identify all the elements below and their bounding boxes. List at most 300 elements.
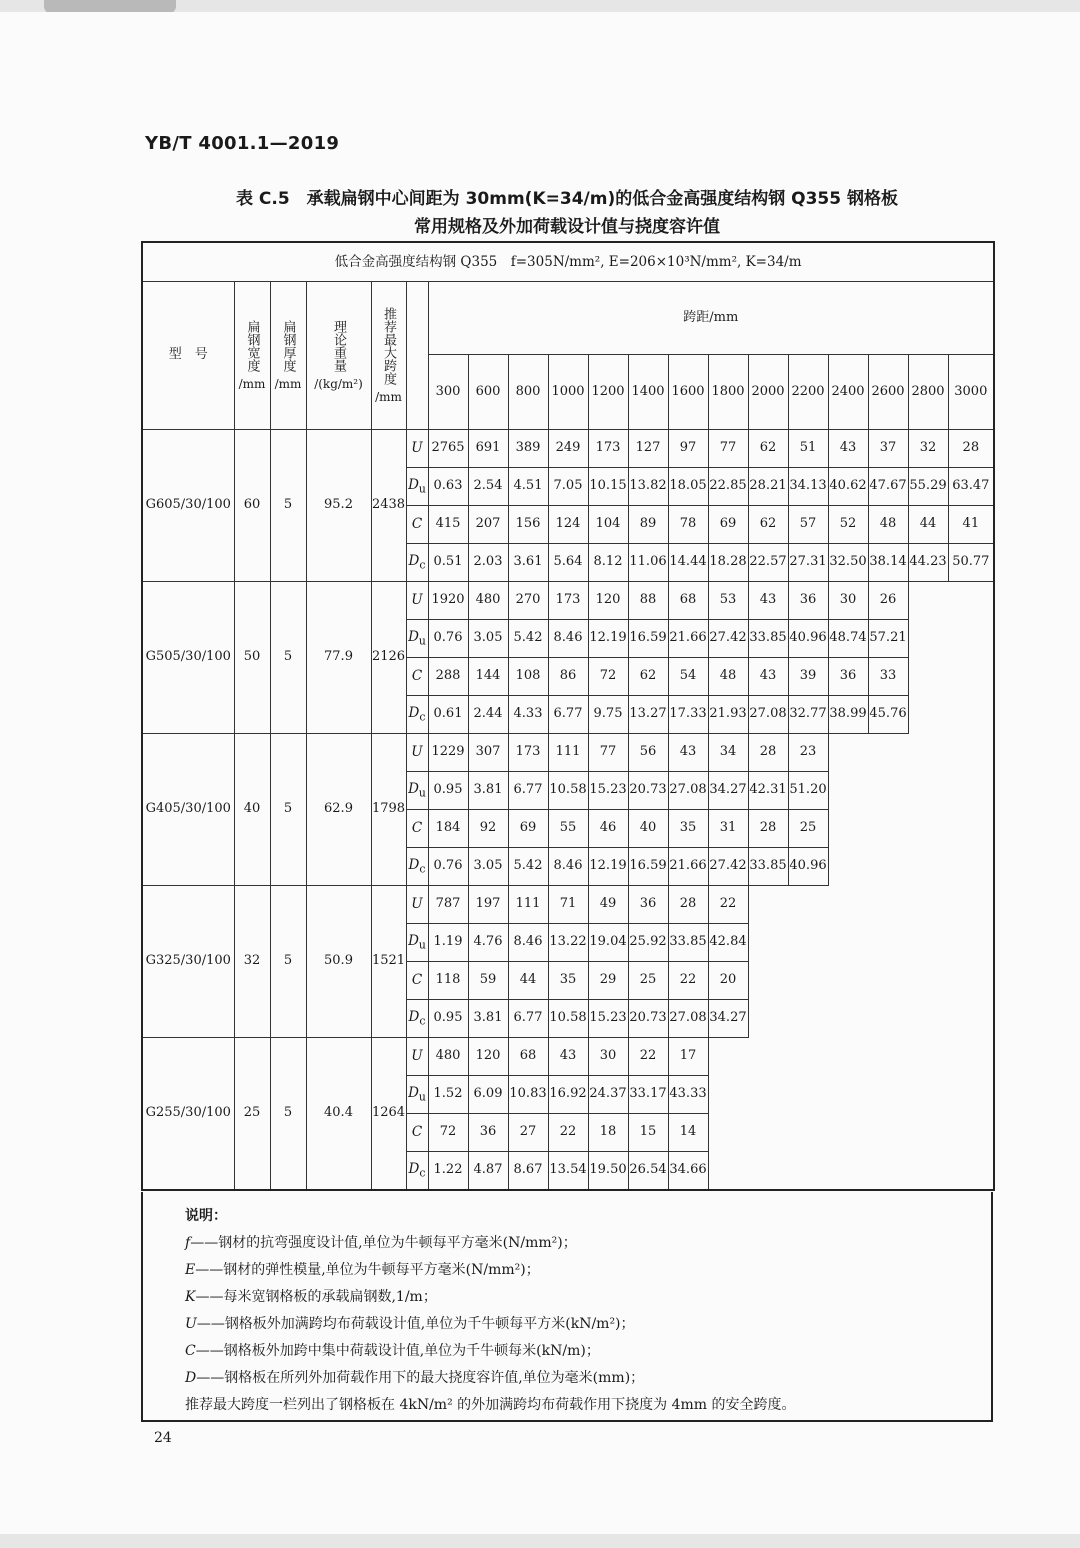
quantity-symbol: U — [411, 1047, 423, 1064]
empty-cell — [708, 1114, 748, 1152]
value-cell: 44 — [508, 962, 548, 1000]
model-cell: G405/30/100 — [142, 734, 234, 886]
weight-cell: 62.9 — [306, 734, 371, 886]
value-cell: 71 — [548, 886, 588, 924]
note-line — [185, 1259, 540, 1279]
empty-cell — [868, 734, 908, 772]
quantity-subscript: c — [419, 558, 426, 572]
value-cell: 249 — [548, 430, 588, 468]
value-cell: 307 — [468, 734, 508, 772]
quantity-cell — [406, 848, 428, 886]
empty-cell — [908, 810, 948, 848]
value-cell: 3.05 — [468, 848, 508, 886]
span-header-cell: 600 — [468, 355, 508, 430]
span-header-cell: 2600 — [868, 355, 908, 430]
empty-cell — [748, 1038, 788, 1076]
quantity-symbol: D — [408, 1008, 420, 1025]
value-cell: 14.44 — [668, 544, 708, 582]
empty-cell — [948, 848, 994, 886]
value-cell: 6.77 — [548, 696, 588, 734]
value-cell: 12.19 — [588, 620, 628, 658]
quantity-symbol: D — [408, 476, 419, 493]
empty-cell — [788, 1038, 828, 1076]
empty-cell — [908, 1038, 948, 1076]
note-line — [185, 1394, 796, 1414]
empty-cell — [868, 1152, 908, 1191]
empty-cell — [788, 1000, 828, 1038]
value-cell: 2765 — [428, 430, 468, 468]
quantity-cell — [406, 772, 428, 810]
value-cell: 37 — [868, 430, 908, 468]
value-cell: 13.27 — [628, 696, 668, 734]
quantity-symbol: D — [408, 1084, 419, 1101]
quantity-cell — [406, 1076, 428, 1114]
empty-cell — [868, 1114, 908, 1152]
value-cell: 1.19 — [428, 924, 468, 962]
note-text: ——钢格板在所列外加荷载作用下的最大挠度容许值,单位为毫米(mm)； — [196, 1370, 645, 1386]
span-header-cell: 2400 — [828, 355, 868, 430]
empty-cell — [948, 1000, 994, 1038]
value-cell: 156 — [508, 506, 548, 544]
value-cell: 16.59 — [628, 848, 668, 886]
value-cell: 55 — [548, 810, 588, 848]
table-row — [142, 430, 994, 468]
quantity-cell — [406, 886, 428, 924]
value-cell: 4.76 — [468, 924, 508, 962]
value-cell: 11.06 — [628, 544, 668, 582]
value-cell: 40.62 — [828, 468, 868, 506]
value-cell: 13.22 — [548, 924, 588, 962]
header-span-group: 跨距/mm — [428, 282, 994, 355]
value-cell: 77 — [588, 734, 628, 772]
empty-cell — [828, 1000, 868, 1038]
value-cell: 43 — [668, 734, 708, 772]
quantity-cell — [406, 696, 428, 734]
quantity-cell — [406, 924, 428, 962]
value-cell: 55.29 — [908, 468, 948, 506]
note-symbol: C — [185, 1343, 196, 1359]
value-cell: 389 — [508, 430, 548, 468]
value-cell: 43 — [828, 430, 868, 468]
value-cell: 29 — [588, 962, 628, 1000]
value-cell: 27.08 — [748, 696, 788, 734]
value-cell: 1229 — [428, 734, 468, 772]
thickness-cell: 5 — [270, 430, 306, 582]
empty-cell — [828, 924, 868, 962]
value-cell: 27.42 — [708, 620, 748, 658]
value-cell: 33.85 — [748, 620, 788, 658]
note-line — [185, 1313, 635, 1333]
value-cell: 44.23 — [908, 544, 948, 582]
empty-cell — [828, 848, 868, 886]
value-cell: 34 — [708, 734, 748, 772]
width-cell: 50 — [234, 582, 270, 734]
span-header-cell: 1600 — [668, 355, 708, 430]
value-cell: 8.67 — [508, 1152, 548, 1191]
value-cell: 22 — [548, 1114, 588, 1152]
value-cell: 15.23 — [588, 772, 628, 810]
quantity-cell — [406, 468, 428, 506]
span-header-cell: 1200 — [588, 355, 628, 430]
value-cell: 22.85 — [708, 468, 748, 506]
value-cell: 3.05 — [468, 620, 508, 658]
value-cell: 415 — [428, 506, 468, 544]
quantity-subscript: u — [418, 482, 426, 496]
value-cell: 25 — [788, 810, 828, 848]
value-cell: 49 — [588, 886, 628, 924]
value-cell: 787 — [428, 886, 468, 924]
quantity-symbol: U — [411, 895, 423, 912]
empty-cell — [748, 1076, 788, 1114]
empty-cell — [788, 886, 828, 924]
value-cell: 6.09 — [468, 1076, 508, 1114]
value-cell: 21.66 — [668, 848, 708, 886]
value-cell: 46 — [588, 810, 628, 848]
value-cell: 72 — [588, 658, 628, 696]
empty-cell — [908, 924, 948, 962]
empty-cell — [908, 886, 948, 924]
value-cell: 9.75 — [588, 696, 628, 734]
notes-title: 说明： — [185, 1208, 227, 1224]
value-cell: 86 — [548, 658, 588, 696]
header-width: 扁钢宽度 /mm — [234, 282, 270, 430]
value-cell: 33 — [868, 658, 908, 696]
empty-cell — [908, 582, 948, 620]
empty-cell — [868, 772, 908, 810]
value-cell: 33.85 — [668, 924, 708, 962]
value-cell: 62 — [748, 430, 788, 468]
value-cell: 17 — [668, 1038, 708, 1076]
value-cell: 41 — [948, 506, 994, 544]
empty-cell — [708, 1076, 748, 1114]
value-cell: 22 — [668, 962, 708, 1000]
value-cell: 0.76 — [428, 848, 468, 886]
empty-cell — [948, 1076, 994, 1114]
thickness-cell: 5 — [270, 734, 306, 886]
value-cell: 0.51 — [428, 544, 468, 582]
value-cell: 120 — [468, 1038, 508, 1076]
bottom-bar — [0, 1534, 1080, 1548]
value-cell: 270 — [508, 582, 548, 620]
table-row — [142, 1038, 994, 1076]
empty-cell — [908, 734, 948, 772]
empty-cell — [828, 886, 868, 924]
value-cell: 4.51 — [508, 468, 548, 506]
quantity-symbol: U — [411, 591, 423, 608]
note-line — [185, 1286, 437, 1306]
value-cell: 78 — [668, 506, 708, 544]
value-cell: 4.87 — [468, 1152, 508, 1191]
value-cell: 0.95 — [428, 772, 468, 810]
empty-cell — [788, 924, 828, 962]
note-symbol: U — [185, 1316, 197, 1332]
value-cell: 111 — [508, 886, 548, 924]
weight-cell: 95.2 — [306, 430, 371, 582]
value-cell: 288 — [428, 658, 468, 696]
value-cell: 3.81 — [468, 1000, 508, 1038]
value-cell: 8.46 — [548, 848, 588, 886]
value-cell: 68 — [508, 1038, 548, 1076]
quantity-cell — [406, 582, 428, 620]
empty-cell — [948, 1152, 994, 1191]
header-model: 型 号 — [142, 282, 234, 430]
quantity-cell — [406, 1114, 428, 1152]
value-cell: 184 — [428, 810, 468, 848]
value-cell: 111 — [548, 734, 588, 772]
value-cell: 34.27 — [708, 772, 748, 810]
value-cell: 2.54 — [468, 468, 508, 506]
span-header-cell: 1800 — [708, 355, 748, 430]
value-cell: 22 — [628, 1038, 668, 1076]
empty-cell — [828, 1076, 868, 1114]
value-cell: 8.12 — [588, 544, 628, 582]
empty-cell — [748, 924, 788, 962]
value-cell: 2.44 — [468, 696, 508, 734]
value-cell: 6.77 — [508, 1000, 548, 1038]
note-line — [185, 1232, 577, 1252]
value-cell: 35 — [548, 962, 588, 1000]
grating-spec-table — [141, 241, 995, 1191]
quantity-symbol: D — [408, 704, 420, 721]
value-cell: 34.27 — [708, 1000, 748, 1038]
value-cell: 20.73 — [628, 1000, 668, 1038]
quantity-subscript: c — [419, 710, 426, 724]
quantity-symbol: C — [411, 515, 423, 532]
width-cell: 60 — [234, 430, 270, 582]
quantity-cell — [406, 734, 428, 772]
thickness-cell: 5 — [270, 1038, 306, 1191]
empty-cell — [828, 1114, 868, 1152]
quantity-cell — [406, 1038, 428, 1076]
value-cell: 32.50 — [828, 544, 868, 582]
empty-cell — [948, 658, 994, 696]
quantity-subscript: u — [418, 634, 426, 648]
value-cell: 21.66 — [668, 620, 708, 658]
value-cell: 124 — [548, 506, 588, 544]
value-cell: 16.59 — [628, 620, 668, 658]
empty-cell — [948, 1114, 994, 1152]
span-header-cell: 3000 — [948, 355, 994, 430]
quantity-subscript: c — [419, 1014, 426, 1028]
width-cell: 40 — [234, 734, 270, 886]
value-cell: 40 — [628, 810, 668, 848]
value-cell: 20.73 — [628, 772, 668, 810]
quantity-symbol: D — [408, 856, 420, 873]
value-cell: 89 — [628, 506, 668, 544]
value-cell: 33.85 — [748, 848, 788, 886]
empty-cell — [868, 924, 908, 962]
quantity-symbol: C — [411, 1123, 423, 1140]
value-cell: 4.33 — [508, 696, 548, 734]
model-cell: G255/30/100 — [142, 1038, 234, 1191]
value-cell: 3.61 — [508, 544, 548, 582]
value-cell: 43 — [748, 658, 788, 696]
span-header-cell: 2000 — [748, 355, 788, 430]
value-cell: 53 — [708, 582, 748, 620]
empty-cell — [908, 772, 948, 810]
value-cell: 31 — [708, 810, 748, 848]
value-cell: 3.81 — [468, 772, 508, 810]
value-cell: 0.95 — [428, 1000, 468, 1038]
quantity-cell — [406, 620, 428, 658]
top-status-bar — [0, 0, 1080, 12]
value-cell: 28 — [948, 430, 994, 468]
value-cell: 173 — [548, 582, 588, 620]
value-cell: 108 — [508, 658, 548, 696]
value-cell: 43 — [548, 1038, 588, 1076]
value-cell: 51.20 — [788, 772, 828, 810]
thickness-cell: 5 — [270, 582, 306, 734]
empty-cell — [948, 924, 994, 962]
empty-cell — [868, 848, 908, 886]
quantity-symbol: D — [408, 780, 419, 797]
value-cell: 173 — [588, 430, 628, 468]
model-cell: G325/30/100 — [142, 886, 234, 1038]
empty-cell — [788, 962, 828, 1000]
value-cell: 20 — [708, 962, 748, 1000]
span-header-cell: 300 — [428, 355, 468, 430]
thickness-cell: 5 — [270, 886, 306, 1038]
quantity-symbol: D — [408, 628, 419, 645]
value-cell: 92 — [468, 810, 508, 848]
value-cell: 10.15 — [588, 468, 628, 506]
note-symbol: K — [185, 1289, 196, 1305]
value-cell: 27.42 — [708, 848, 748, 886]
value-cell: 480 — [428, 1038, 468, 1076]
value-cell: 69 — [508, 810, 548, 848]
empty-cell — [868, 1038, 908, 1076]
value-cell: 30 — [828, 582, 868, 620]
empty-cell — [868, 810, 908, 848]
value-cell: 36 — [468, 1114, 508, 1152]
value-cell: 48.74 — [828, 620, 868, 658]
header-weight: 理论重量 /(kg/m²) — [306, 282, 371, 430]
value-cell: 50.77 — [948, 544, 994, 582]
empty-cell — [748, 962, 788, 1000]
note-symbol: D — [185, 1370, 197, 1386]
value-cell: 5.64 — [548, 544, 588, 582]
value-cell: 57.21 — [868, 620, 908, 658]
value-cell: 59 — [468, 962, 508, 1000]
value-cell: 33.17 — [628, 1076, 668, 1114]
empty-cell — [908, 696, 948, 734]
value-cell: 15 — [628, 1114, 668, 1152]
value-cell: 48 — [708, 658, 748, 696]
table-row — [142, 582, 994, 620]
empty-cell — [908, 620, 948, 658]
value-cell: 104 — [588, 506, 628, 544]
value-cell: 27 — [508, 1114, 548, 1152]
empty-cell — [828, 962, 868, 1000]
value-cell: 35 — [668, 810, 708, 848]
note-symbol: f — [185, 1235, 191, 1251]
value-cell: 0.76 — [428, 620, 468, 658]
note-text: ——钢格板外加满跨均布荷载设计值,单位为千牛顿每平方米(kN/m²)； — [196, 1316, 635, 1332]
value-cell: 207 — [468, 506, 508, 544]
value-cell: 120 — [588, 582, 628, 620]
empty-cell — [748, 1114, 788, 1152]
value-cell: 48 — [868, 506, 908, 544]
value-cell: 56 — [628, 734, 668, 772]
value-cell: 13.82 — [628, 468, 668, 506]
empty-cell — [708, 1038, 748, 1076]
empty-cell — [788, 1076, 828, 1114]
table-row — [142, 734, 994, 772]
value-cell: 7.05 — [548, 468, 588, 506]
value-cell: 23 — [788, 734, 828, 772]
note-text: ——钢材的抗弯强度设计值,单位为牛顿每平方毫米(N/mm²)； — [190, 1235, 577, 1251]
weight-cell: 50.9 — [306, 886, 371, 1038]
table-caption-line-1: 表 C.5 承载扁钢中心间距为 30mm(K=34/m)的低合金高强度结构钢 Q355 钢格板 — [236, 189, 898, 209]
material-banner: 低合金高强度结构钢 Q355 f=305N/mm², E=206×10³N/mm², K=34/m — [142, 242, 994, 282]
empty-cell — [948, 1038, 994, 1076]
value-cell: 1920 — [428, 582, 468, 620]
value-cell: 52 — [828, 506, 868, 544]
quantity-cell — [406, 1000, 428, 1038]
max-span-cell: 1521 — [371, 886, 406, 1038]
span-header-cell: 1000 — [548, 355, 588, 430]
value-cell: 27.31 — [788, 544, 828, 582]
span-header-cell: 2200 — [788, 355, 828, 430]
quantity-symbol: C — [411, 971, 423, 988]
value-cell: 25.92 — [628, 924, 668, 962]
value-cell: 1.22 — [428, 1152, 468, 1191]
quantity-symbol: U — [411, 743, 423, 760]
value-cell: 38.99 — [828, 696, 868, 734]
note-text: ——每米宽钢格板的承载扁钢数,1/m； — [195, 1289, 437, 1305]
empty-cell — [748, 1152, 788, 1191]
value-cell: 32 — [908, 430, 948, 468]
note-text: ——钢材的弹性模量,单位为牛顿每平方毫米(N/mm²)； — [195, 1262, 540, 1278]
notes-box — [141, 1192, 993, 1422]
value-cell: 691 — [468, 430, 508, 468]
empty-cell — [948, 772, 994, 810]
max-span-cell: 1264 — [371, 1038, 406, 1191]
value-cell: 54 — [668, 658, 708, 696]
value-cell: 19.04 — [588, 924, 628, 962]
value-cell: 26.54 — [628, 1152, 668, 1191]
empty-cell — [948, 810, 994, 848]
value-cell: 14 — [668, 1114, 708, 1152]
value-cell: 69 — [708, 506, 748, 544]
value-cell: 480 — [468, 582, 508, 620]
value-cell: 2.03 — [468, 544, 508, 582]
quantity-subscript: c — [419, 1166, 426, 1180]
value-cell: 42.84 — [708, 924, 748, 962]
value-cell: 32.77 — [788, 696, 828, 734]
empty-cell — [868, 1000, 908, 1038]
empty-cell — [908, 1152, 948, 1191]
quantity-symbol: D — [408, 1160, 420, 1177]
value-cell: 44 — [908, 506, 948, 544]
value-cell: 28 — [748, 734, 788, 772]
empty-cell — [908, 962, 948, 1000]
value-cell: 18 — [588, 1114, 628, 1152]
value-cell: 62 — [628, 658, 668, 696]
value-cell: 5.42 — [508, 620, 548, 658]
table-caption-line-2: 常用规格及外加荷载设计值与挠度容许值 — [414, 217, 720, 237]
quantity-subscript: u — [418, 938, 426, 952]
value-cell: 27.08 — [668, 1000, 708, 1038]
value-cell: 118 — [428, 962, 468, 1000]
value-cell: 43 — [748, 582, 788, 620]
empty-cell — [868, 1076, 908, 1114]
quantity-cell — [406, 1152, 428, 1191]
value-cell: 36 — [628, 886, 668, 924]
width-cell: 25 — [234, 1038, 270, 1191]
value-cell: 28.21 — [748, 468, 788, 506]
value-cell: 77 — [708, 430, 748, 468]
